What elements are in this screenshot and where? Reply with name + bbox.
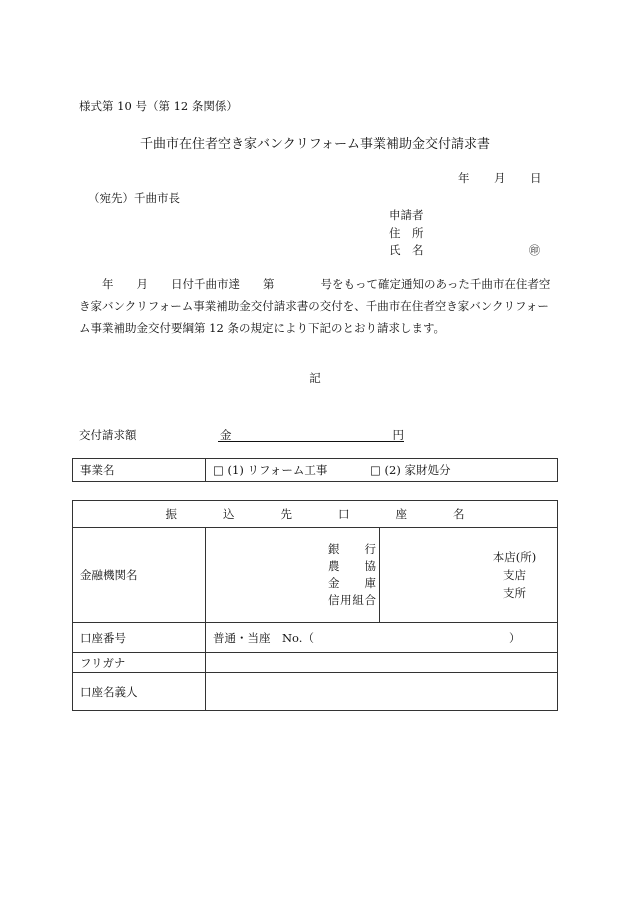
institution-type-kinko: 金 庫 [328, 576, 376, 590]
account-number-field[interactable] [206, 623, 558, 653]
institution-type-bank: 銀 行 [328, 542, 376, 556]
header-char: 口 [338, 507, 350, 521]
project-label: 事業名 [73, 459, 206, 482]
seal-mark: ㊞ [529, 244, 540, 257]
branch-type-branch: 支店 [503, 568, 526, 582]
date-day: 日 [530, 171, 542, 185]
form-number: 様式第 10 号（第 12 条関係） [79, 99, 238, 113]
furigana-field[interactable] [206, 653, 558, 673]
header-char: 座 [395, 507, 407, 521]
project-option-renovation[interactable]: □ (1) リフォーム工事 [213, 463, 328, 477]
applicant-name-label: 氏 名 [389, 243, 424, 257]
amount-label: 交付請求額 [79, 428, 137, 442]
header-char: 込 [223, 507, 235, 521]
project-table [72, 458, 558, 482]
furigana-label: フリガナ [73, 653, 206, 673]
project-option-disposal[interactable]: □ (2) 家財処分 [370, 463, 451, 477]
amount-field[interactable] [218, 427, 404, 442]
institution-label: 金融機関名 [73, 528, 206, 623]
account-number-label: 口座番号 [73, 623, 206, 653]
applicant-label: 申請者 [389, 208, 424, 222]
institution-type-cell[interactable] [206, 528, 380, 623]
ki-heading: 記 [309, 371, 321, 385]
request-body-text: 年 月 日付千曲市達 第 号をもって確定通知のあった千曲市在住者空き家バンクリフォーム事業補助金交付請求書の交付を、千曲市在住者空き家バンクリフォーム事業補助金交付要綱第 12 条の規定により下記のとおり請求します。 [79, 277, 551, 335]
document-title: 千曲市在住者空き家バンクリフォーム事業補助金交付請求書 [139, 137, 491, 152]
account-holder-field[interactable] [206, 673, 558, 711]
account-holder-label: 口座名義人 [73, 673, 206, 711]
branch-type-sub: 支所 [503, 586, 526, 600]
amount-suffix: 円 [392, 428, 404, 442]
bank-table-header [73, 501, 558, 528]
addressee: （宛先）千曲市長 [88, 191, 180, 205]
institution-type-ja: 農 協 [328, 559, 376, 573]
branch-type-cell[interactable] [380, 528, 558, 623]
amount-prefix: 金 [220, 428, 232, 442]
header-char: 先 [280, 507, 292, 521]
branch-type-main: 本店(所) [492, 550, 537, 564]
applicant-address-label: 住 所 [389, 226, 424, 240]
account-close-paren: ） [509, 630, 521, 645]
header-char: 振 [165, 507, 177, 521]
header-char: 名 [453, 507, 465, 521]
date-month: 月 [494, 171, 506, 185]
date-year: 年 [458, 171, 470, 185]
institution-type-credit-union: 信用組合 [328, 593, 376, 607]
account-type-text: 普通・当座 No.（ [213, 630, 314, 645]
project-options [206, 459, 558, 482]
bank-account-table [72, 500, 558, 711]
